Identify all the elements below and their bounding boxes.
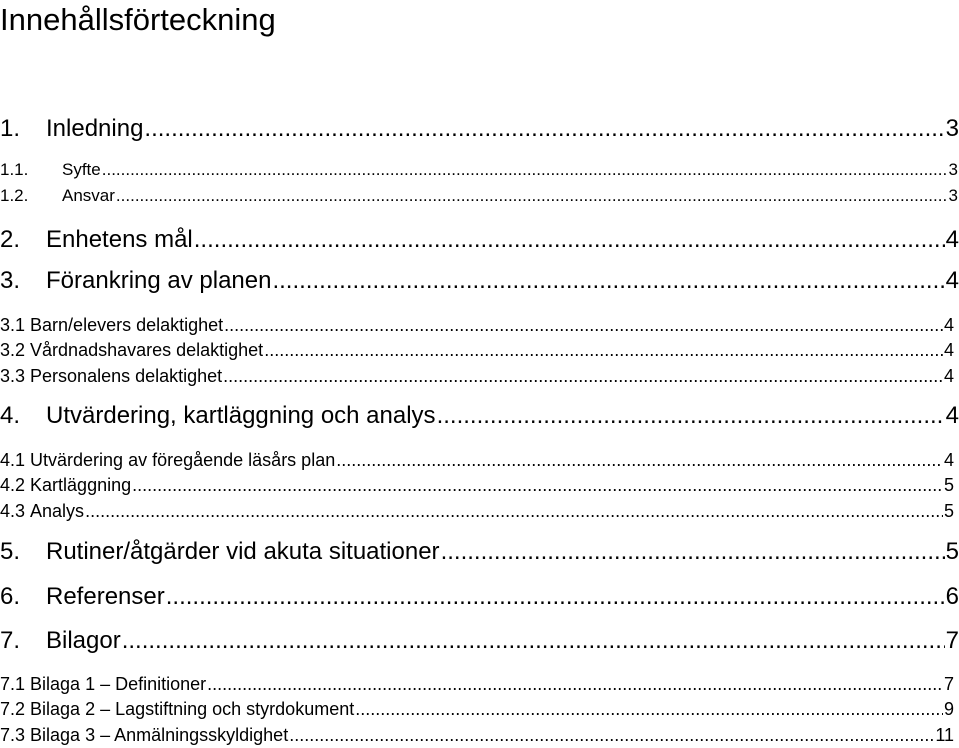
toc-entry-syfte[interactable]: [0, 159, 958, 180]
toc-label: Utvärdering, kartläggning och analys: [46, 402, 436, 429]
toc-entry-utvardering[interactable]: [0, 401, 959, 431]
toc-label: Ansvar: [62, 186, 115, 205]
toc-page: 3: [948, 186, 958, 205]
toc-entry-barn-delaktighet[interactable]: [0, 314, 954, 336]
toc-label: Bilaga 2 – Lagstiftning och styrdokument: [30, 699, 355, 719]
toc-number: 1.: [0, 115, 21, 142]
toc-number: 3.3: [0, 366, 26, 386]
toc-number: 3.1: [0, 315, 26, 335]
toc-entry-ansvar[interactable]: [0, 185, 958, 206]
toc-page: 5: [943, 475, 954, 495]
toc-label: Bilaga 3 – Anmälningsskyldighet: [30, 725, 289, 745]
toc-page: 9: [943, 699, 954, 719]
toc-leader: [102, 159, 948, 180]
toc-number: 4.1: [0, 450, 26, 470]
toc-entry-vardnadshavares-delaktighet[interactable]: [0, 339, 954, 361]
toc-label: Vårdnadshavares delaktighet: [30, 340, 264, 360]
toc-number: 2.: [0, 226, 21, 253]
toc-page: 3: [948, 160, 958, 179]
toc-number: 7.3: [0, 725, 26, 745]
toc-page: 4: [945, 402, 959, 429]
toc-leader: [122, 626, 945, 656]
toc-number: 4.: [0, 402, 21, 429]
toc-label: Inledning: [46, 115, 144, 142]
toc-number: 3.: [0, 267, 21, 294]
toc-leader: [224, 314, 943, 336]
toc-leader: [194, 225, 945, 255]
toc-label: Barn/elevers delaktighet: [30, 315, 224, 335]
toc-leader: [272, 266, 944, 296]
toc-leader: [85, 500, 943, 522]
toc-leader: [264, 339, 943, 361]
toc-page: 6: [945, 583, 959, 610]
toc-page: 4: [943, 450, 954, 470]
toc-leader: [116, 185, 948, 206]
toc-leader: [144, 114, 944, 144]
toc-label: Rutiner/åtgärder vid akuta situationer: [46, 538, 440, 565]
toc-number: 5.: [0, 538, 21, 565]
toc-label: Syfte: [62, 160, 101, 179]
toc-leader: [207, 673, 943, 695]
toc-page: 3: [945, 115, 959, 142]
toc-number: 7.1: [0, 674, 26, 694]
toc-leader: [355, 698, 943, 720]
toc-label: Enhetens mål: [46, 226, 193, 253]
toc-entry-bilagor[interactable]: [0, 626, 959, 656]
toc-entry-rutiner[interactable]: [0, 537, 959, 567]
toc-page: 5: [945, 538, 959, 565]
toc-page: 11: [935, 725, 954, 745]
toc-entry-personalens-delaktighet[interactable]: [0, 365, 954, 387]
toc-page: 4: [945, 226, 959, 253]
toc-entry-bilaga-3[interactable]: [0, 724, 954, 746]
toc-leader: [441, 537, 945, 567]
toc-page: 7: [945, 627, 959, 654]
toc-label: Referenser: [46, 583, 165, 610]
toc-entry-bilaga-2[interactable]: [0, 698, 954, 720]
toc-entry-inledning[interactable]: [0, 114, 959, 144]
toc-leader: [223, 365, 943, 387]
toc-number: 3.2: [0, 340, 26, 360]
toc-leader: [166, 582, 945, 612]
toc-label: Bilagor: [46, 627, 121, 654]
toc-number: 6.: [0, 583, 21, 610]
toc-number: 4.2: [0, 475, 26, 495]
toc-number: 4.3: [0, 501, 26, 521]
toc-label: Förankring av planen: [46, 267, 272, 294]
toc-label: Kartläggning: [30, 475, 132, 495]
toc-entry-referenser[interactable]: [0, 582, 959, 612]
toc-entry-bilaga-1[interactable]: [0, 673, 954, 695]
toc-entry-forankring[interactable]: [0, 266, 959, 296]
toc-leader: [132, 474, 943, 496]
toc-entry-kartlaggning[interactable]: [0, 474, 954, 496]
toc-page: 4: [943, 315, 954, 335]
toc-entry-analys[interactable]: [0, 500, 954, 522]
toc-entry-utvardering-foregaende[interactable]: [0, 449, 954, 471]
toc-entry-enhetens-mal[interactable]: [0, 225, 959, 255]
toc-number: 1.2.: [0, 186, 29, 205]
toc-leader: [336, 449, 943, 471]
toc-label: Personalens delaktighet: [30, 366, 223, 386]
toc-page: 4: [943, 366, 954, 386]
toc-number: 1.1.: [0, 160, 29, 179]
toc-leader: [289, 724, 934, 746]
toc-label: Analys: [30, 501, 85, 521]
page-title: Innehållsförteckning: [0, 2, 276, 37]
toc-label: Utvärdering av föregående läsårs plan: [30, 450, 336, 470]
toc-page: 7: [943, 674, 954, 694]
toc-page: 4: [943, 340, 954, 360]
toc-page: 5: [943, 501, 954, 521]
toc-leader: [437, 401, 945, 431]
toc-number: 7.: [0, 627, 21, 654]
toc-page: 4: [945, 267, 959, 294]
toc-label: Bilaga 1 – Definitioner: [30, 674, 207, 694]
toc-number: 7.2: [0, 699, 26, 719]
